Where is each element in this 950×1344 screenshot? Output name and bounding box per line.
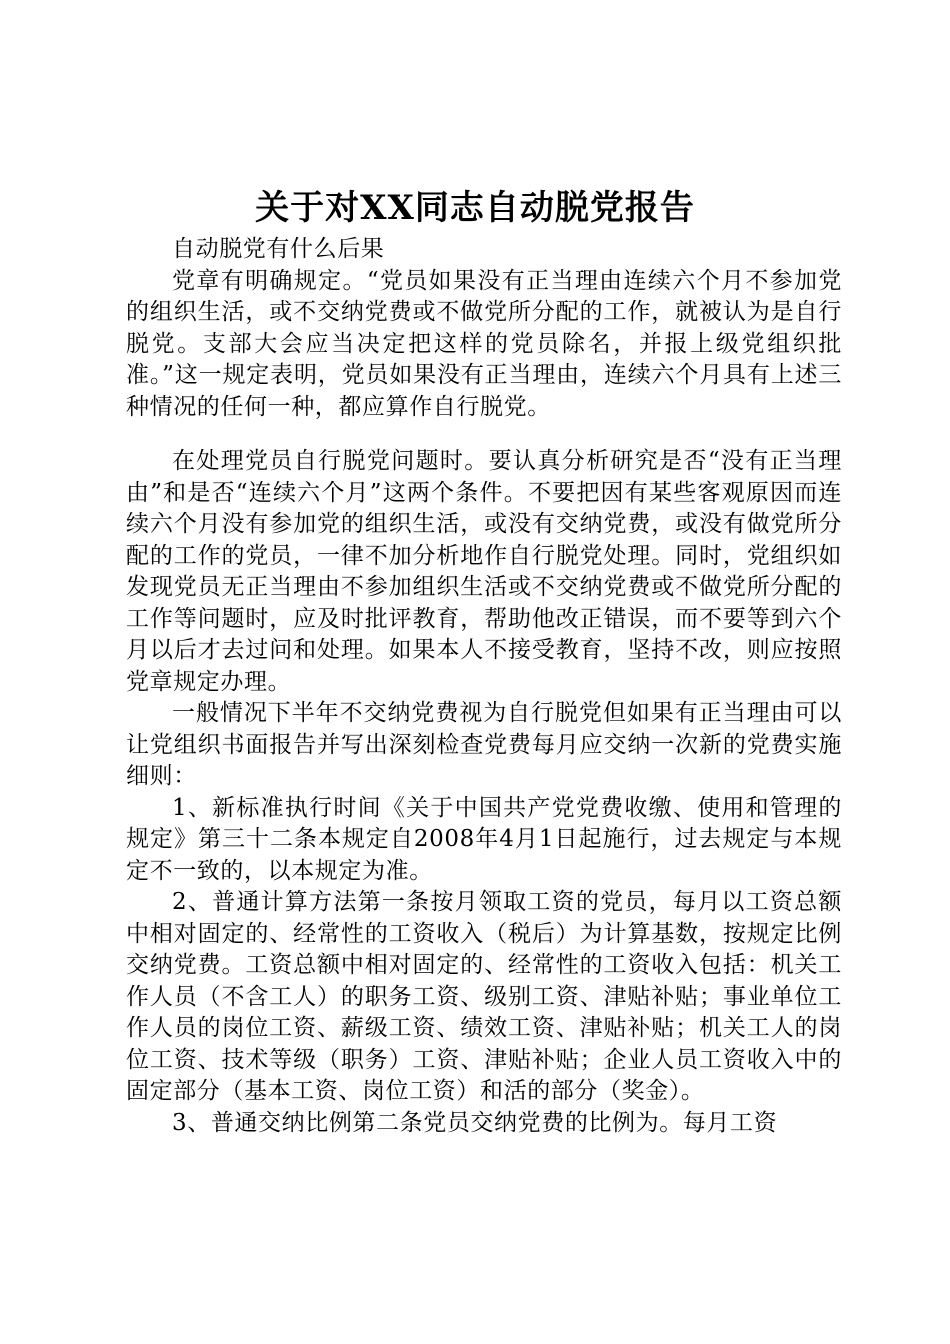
paragraph-general-situation: 一般情况下半年不交纳党费视为自行脱党但如果有正当理由可以让党组织书面报告并写出深刻检查党费每月应交纳一次新的党费实施细则： bbox=[126, 700, 842, 789]
paragraph-item-3: 3、普通交纳比例第二条党员交纳党费的比例为。每月工资 bbox=[172, 1109, 778, 1136]
paragraph-handling-principles: 在处理党员自行脱党问题时。要认真分析研究是否“没有正当理由”和是否“连续六个月”这两个条件。不要把因有某些客观原因而连续六个月没有参加党的组织生活，或没有交纳党费，或没有做党所分配的工作的党员，一律不加分析地作自行脱党处理。同时，党组织如发现党员无正当理由不参加组织生活或不交纳党费或不做党所分配的工作等问题时，应及时批评教育，帮助他改正错误，而不要等到六个月以后才去过问和处理。如果本人不接受教育，坚持不改，则应按照党章规定办理。 bbox=[126, 448, 842, 695]
paragraph-party-constitution: 党章有明确规定。“党员如果没有正当理由连续六个月不参加党的组织生活，或不交纳党费或不做党所分配的工作，就被认为是自行脱党。支部大会应当决定把这样的党员除名，并报上级党组织批准。”这一规定表明，党员如果没有正当理由，连续六个月具有上述三种情况的任何一种，都应算作自行脱党。 bbox=[126, 267, 842, 420]
paragraph-item-1: 1、新标准执行时间《关于中国共产党党费收缴、使用和管理的规定》第三十二条本规定自2008年4月1日起施行，过去规定与本规定不一致的，以本规定为准。 bbox=[126, 794, 842, 884]
document-title: 关于对XX同志自动脱党报告 bbox=[255, 188, 695, 228]
paragraph-subheading: 自动脱党有什么后果 bbox=[172, 236, 385, 262]
paragraph-item-2: 2、普通计算方法第一条按月领取工资的党员，每月以工资总额中相对固定的、经常性的工资收入（税后）为计算基数，按规定比例交纳党费。工资总额中相对固定的、经常性的工资收入包括：机关工作人员（不含工人）的职务工资、级别工资、津贴补贴；事业单位工作人员的岗位工资、薪级工资、绩效工资、津贴补贴；机关工人的岗位工资、技术等级（职务）工资、津贴补贴；企业人员工资收入中的固定部分（基本工资、岗位工资）和活的部分（奖金）。 bbox=[126, 889, 842, 1104]
document-body bbox=[126, 234, 842, 1139]
